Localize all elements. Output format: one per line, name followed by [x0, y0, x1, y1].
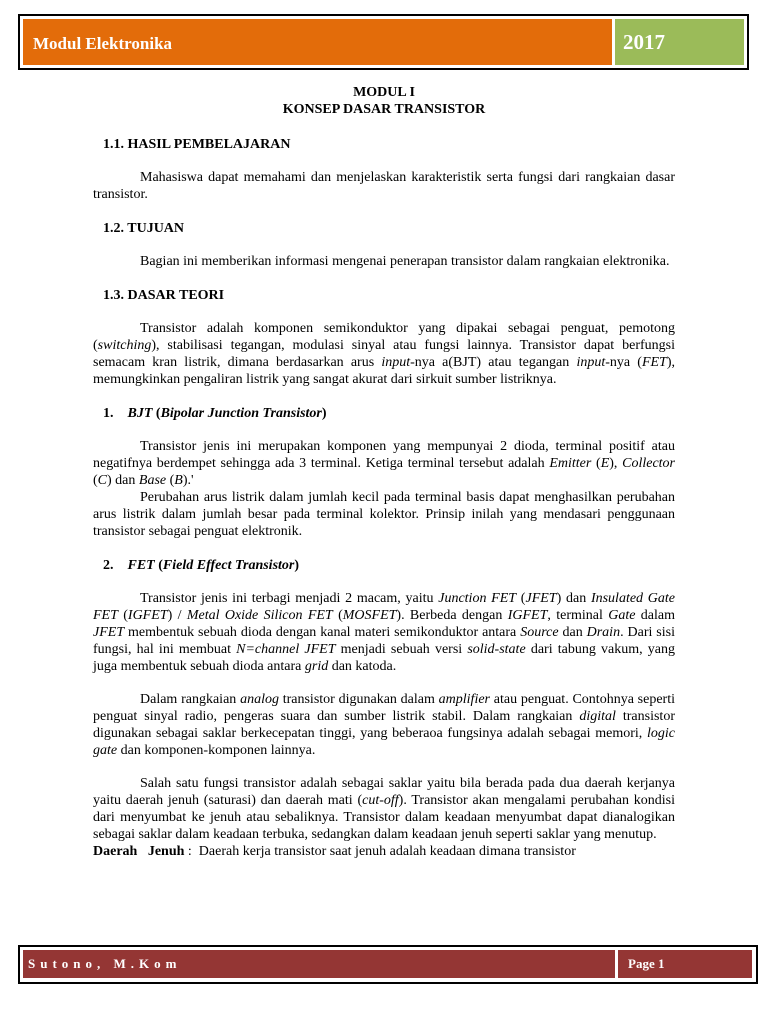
fet-paragraph-1: Transistor jenis ini terbagi menjadi 2 macam, yaitu Junction FET (JFET) dan Insulated Gate FET (IGFET) / Metal Oxide Silicon FET (MOSFET). Berbeda dengan IGFET, terminal Gate dalam JFET membentuk sebuah dioda dengan kanal materi semikonduktor antara Source dan Drain. Dari sisi fungsi, hal ini membuat N=channel JFET menjadi sebuah versi solid-state dari tabung vakum, yang juga membentuk sebuah dioda antara grid dan katoda.	[93, 591, 675, 674]
fet-paragraph-2: Dalam rangkaian analog transistor digunakan dalam amplifier atau penguat. Contohnya seperti penguat sinyal radio, pengeras suara dan sumber listrik stabil. Dalam rangkaian digital transistor digunakan sebagai saklar berkecepatan tinggi, yang beberaoa fungsinya adalah sebagai memori, logic gate dan komponen-komponen lainnya.	[93, 692, 675, 758]
module-number: MODUL I	[353, 85, 415, 100]
subheading-bjt: 1. BJT (Bipolar Junction Transistor)	[103, 406, 327, 421]
fet-paragraph-3: Salah satu fungsi transistor adalah sebagai saklar yaitu bila berada pada dua daerah kerjanya yaitu daerah jenuh (saturasi) dan daerah mati (cut-off). Transistor akan mengalami perubahan kondisi dari menyumbat ke jenuh atau sebaliknya. Transistor dalam keadaan menyumbat dapat dianalogikan sebagai saklar dalam keadaan terbuka, sedangkan dalam keadaan jenuh seperti saklar yang menutup.	[93, 776, 675, 842]
dasar-teori-paragraph: Transistor adalah komponen semikonduktor yang dipakai sebagai penguat, pemotong (switching), stabilisasi tegangan, modulasi sinyal atau fungsi lainnya. Transistor dapat berfungsi semacam kran listrik, dimana berdasarkan arus input-nya a(BJT) atau tegangan input-nya (FET), memungkinkan pengaliran listrik yang sangat akurat dari sirkuit sumber listriknya.	[93, 321, 675, 387]
header-year: 2017	[623, 30, 665, 54]
section-heading-dasar-teori: 1.3. DASAR TEORI	[103, 288, 225, 303]
section-text-hasil: Mahasiswa dapat memahami dan menjelaskan karakteristik serta fungsi dari rangkaian dasar transistor.	[93, 170, 675, 202]
daerah-jenuh-term: Daerah Jenuh	[93, 844, 185, 859]
section-text-tujuan: Bagian ini memberikan informasi mengenai penerapan transistor dalam rangkaian elektronika.	[140, 254, 670, 269]
section-heading-hasil: 1.1. HASIL PEMBELAJARAN	[103, 137, 291, 152]
document-body	[93, 84, 675, 860]
section-heading-tujuan: 1.2. TUJUAN	[103, 221, 185, 236]
footer-page-number: Page 1	[628, 956, 665, 971]
subheading-fet: 2. FET (Field Effect Transistor)	[103, 558, 300, 573]
daerah-jenuh-line: Daerah Jenuh : Daerah kerja transistor saat jenuh adalah keadaan dimana transistor	[93, 844, 576, 859]
bjt-paragraph-2: Perubahan arus listrik dalam jumlah kecil pada terminal basis dapat menghasilkan perubahan arus listrik dalam jumlah besar pada terminal kolektor. Prinsip inilah yang mendasari penggunaan transistor sebagai penguat elektronik.	[93, 490, 675, 539]
module-title: KONSEP DASAR TRANSISTOR	[282, 102, 486, 117]
header-title: Modul Elektronika	[33, 34, 173, 53]
footer-author: Sutono, M.Kom	[28, 956, 182, 971]
bjt-paragraph-1: Transistor jenis ini merupakan komponen yang mempunyai 2 dioda, terminal positif atau negatifnya berdempet sehingga ada 3 terminal. Ketiga terminal tersebut adalah Emitter (E), Collector (C) dan Base (B).'	[93, 439, 676, 488]
